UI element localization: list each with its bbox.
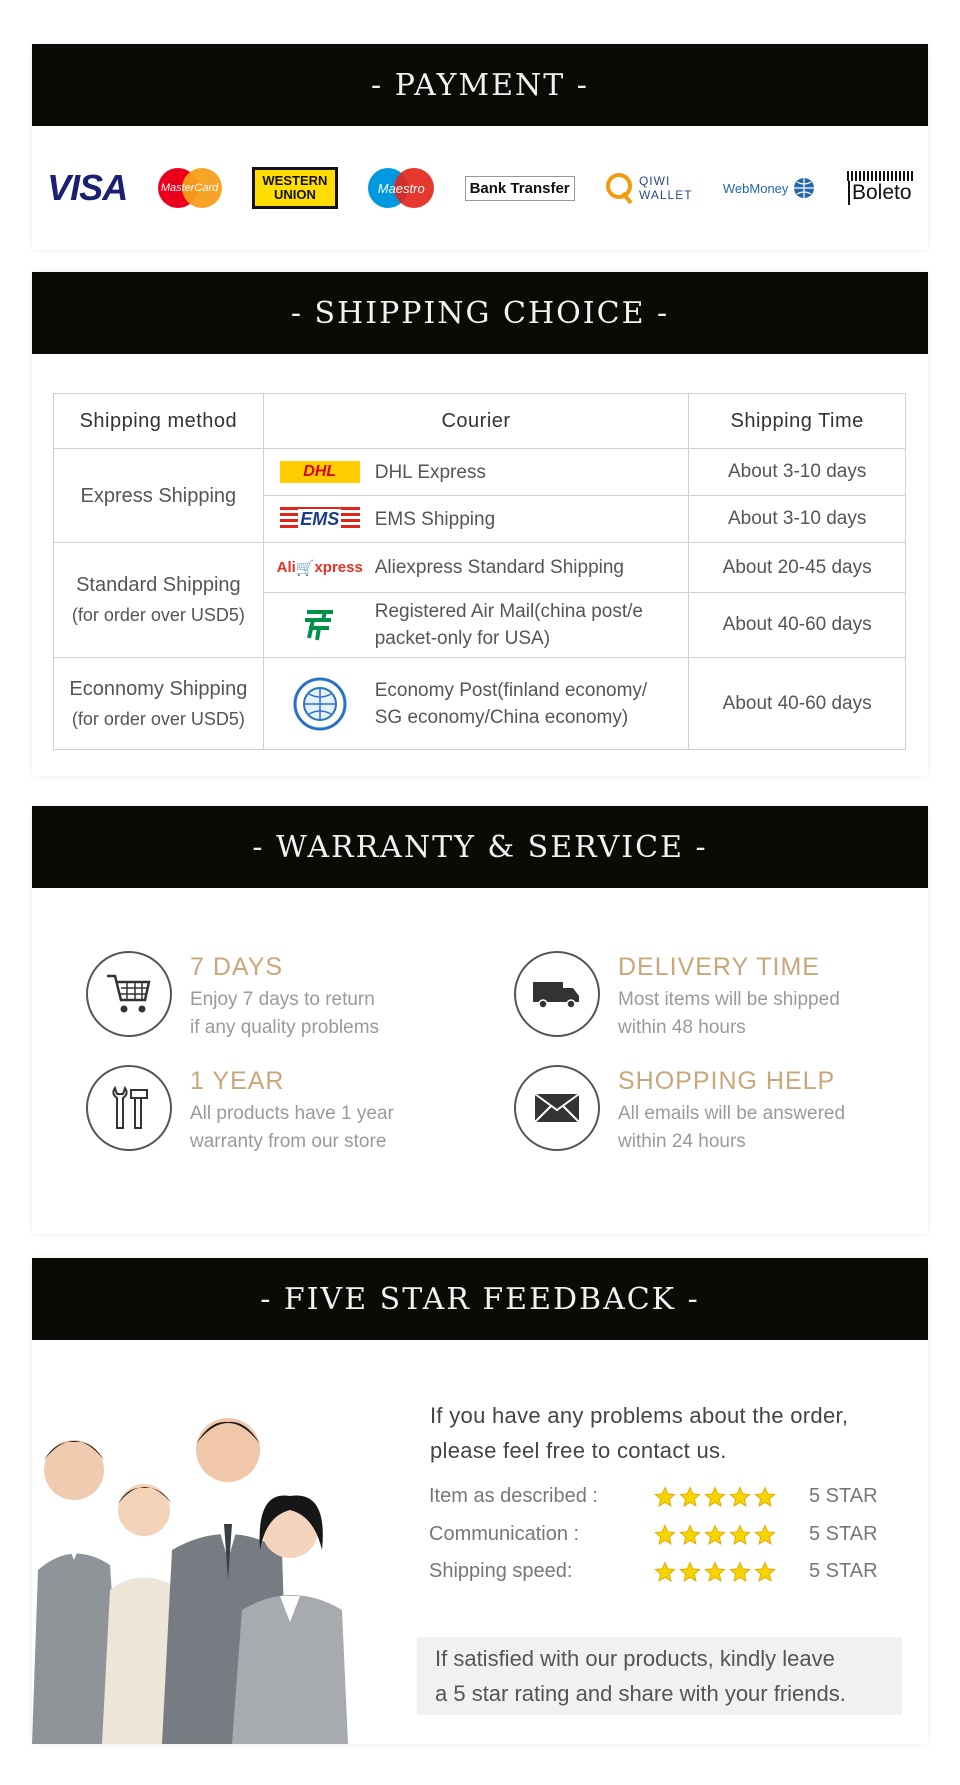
- rating-value: 5 STAR: [809, 1485, 878, 1507]
- un-emblem-icon: [292, 676, 348, 732]
- globe-icon: [792, 176, 816, 200]
- feedback-header: [32, 1258, 928, 1340]
- courier-cell: Ali 🛒 xpress Aliexpress Standard Shipping: [263, 543, 689, 593]
- rating-value: 5 STAR: [809, 1523, 878, 1545]
- warranty-item-7-days: [86, 951, 379, 1042]
- boleto-logo: Boleto: [847, 171, 913, 205]
- star-icon: [654, 1524, 676, 1546]
- rating-stars: [654, 1561, 809, 1583]
- feedback-intro: If you have any problems about the order, please feel free to contact us.: [430, 1403, 849, 1463]
- star-icon: [654, 1486, 676, 1508]
- shipping-method-cell: Standard Shipping (for order over USD5): [54, 543, 264, 658]
- aliexpress-logo: Ali 🛒 xpress: [276, 559, 363, 577]
- column-header: Courier: [263, 394, 689, 449]
- mastercard-logo: MasterCard: [158, 168, 222, 208]
- star-icon: [729, 1524, 751, 1546]
- warranty-desc: All products have 1 year warranty from our store: [190, 1103, 394, 1152]
- column-header: Shipping method: [54, 394, 264, 449]
- rating-stars: [654, 1486, 809, 1508]
- table-row: [54, 658, 906, 750]
- ems-logo: EMS: [280, 507, 360, 531]
- warranty-item-shopping-help: [514, 1065, 845, 1156]
- rating-request-note: If satisfied with our products, kindly leave a 5 star rating and share with your friends.: [417, 1637, 902, 1715]
- rating-value: 5 STAR: [809, 1560, 878, 1582]
- feedback-title: - FIVE STAR FEEDBACK -: [260, 1281, 700, 1317]
- courier-cell: DHL DHL Express: [263, 449, 689, 496]
- shipping-time-cell: About 3-10 days: [689, 496, 906, 543]
- table-row: [54, 543, 906, 593]
- warranty-heading: 7 DAYS: [190, 953, 284, 981]
- column-header: Shipping Time: [689, 394, 906, 449]
- shipping-time-cell: About 20-45 days: [689, 543, 906, 593]
- rating-label: Shipping speed:: [429, 1560, 573, 1582]
- shipping-title: - SHIPPING CHOICE -: [290, 295, 670, 331]
- rating-stars: [654, 1524, 809, 1546]
- warranty-desc: All emails will be answered within 24 hours: [618, 1103, 846, 1152]
- truck-icon: [514, 951, 600, 1037]
- shipping-method-cell: Econnomy Shipping (for order over USD5): [54, 658, 264, 750]
- warranty-item-1-year: [86, 1065, 394, 1156]
- dhl-logo: DHL: [280, 461, 360, 483]
- table-header-row: [54, 394, 906, 449]
- star-icon: [679, 1486, 701, 1508]
- envelope-icon: [514, 1065, 600, 1151]
- table-row: [54, 449, 906, 496]
- cart-icon: [86, 951, 172, 1037]
- china-post-icon: [299, 604, 341, 646]
- bank-transfer-logo: Bank Transfer: [465, 176, 575, 201]
- star-icon: [754, 1524, 776, 1546]
- courier-cell: Registered Air Mail(china post/e packet-only for USA): [263, 593, 689, 658]
- shipping-time-cell: About 40-60 days: [689, 593, 906, 658]
- payment-header: [32, 44, 928, 126]
- courier-cell: Economy Post(finland economy/ SG economy/China economy): [263, 658, 689, 750]
- warranty-heading: SHOPPING HELP: [618, 1067, 836, 1095]
- shipping-method-cell: Express Shipping: [54, 449, 264, 543]
- payment-logos: [32, 126, 928, 250]
- warranty-heading: 1 YEAR: [190, 1067, 285, 1095]
- shipping-table: [53, 393, 906, 750]
- visa-logo: VISA: [47, 167, 128, 208]
- warranty-header: [32, 806, 928, 888]
- warranty-desc: Most items will be shipped within 48 hours: [618, 989, 840, 1038]
- star-icon: [754, 1486, 776, 1508]
- qiwi-logo: QIWI WALLET: [605, 171, 693, 205]
- rating-label: Item as described :: [429, 1485, 598, 1507]
- warranty-title: - WARRANTY & SERVICE -: [252, 829, 708, 865]
- shipping-header: [32, 272, 928, 354]
- courier-cell: EMS EMS Shipping: [263, 496, 689, 543]
- team-photo: [32, 1400, 392, 1744]
- star-icon: [704, 1486, 726, 1508]
- shipping-time-cell: About 40-60 days: [689, 658, 906, 750]
- star-icon: [679, 1561, 701, 1583]
- rating-row: [429, 1523, 878, 1546]
- payment-title: - PAYMENT -: [371, 67, 589, 103]
- warranty-desc: Enjoy 7 days to return if any quality problems: [190, 989, 380, 1038]
- rating-row: [429, 1485, 878, 1508]
- qiwi-icon: [605, 171, 635, 205]
- star-icon: [754, 1561, 776, 1583]
- maestro-logo: Maestro: [368, 168, 434, 208]
- star-icon: [679, 1524, 701, 1546]
- star-icon: [729, 1561, 751, 1583]
- western-union-logo: WESTERN UNION: [252, 167, 338, 209]
- rating-label: Communication :: [429, 1523, 580, 1545]
- warranty-item-delivery: [514, 951, 840, 1042]
- shipping-time-cell: About 3-10 days: [689, 449, 906, 496]
- tools-icon: [86, 1065, 172, 1151]
- star-icon: [704, 1561, 726, 1583]
- star-icon: [704, 1524, 726, 1546]
- star-icon: [729, 1486, 751, 1508]
- star-icon: [654, 1561, 676, 1583]
- webmoney-logo: WebMoney: [723, 176, 817, 200]
- warranty-heading: DELIVERY TIME: [618, 953, 820, 981]
- rating-row: [429, 1560, 878, 1583]
